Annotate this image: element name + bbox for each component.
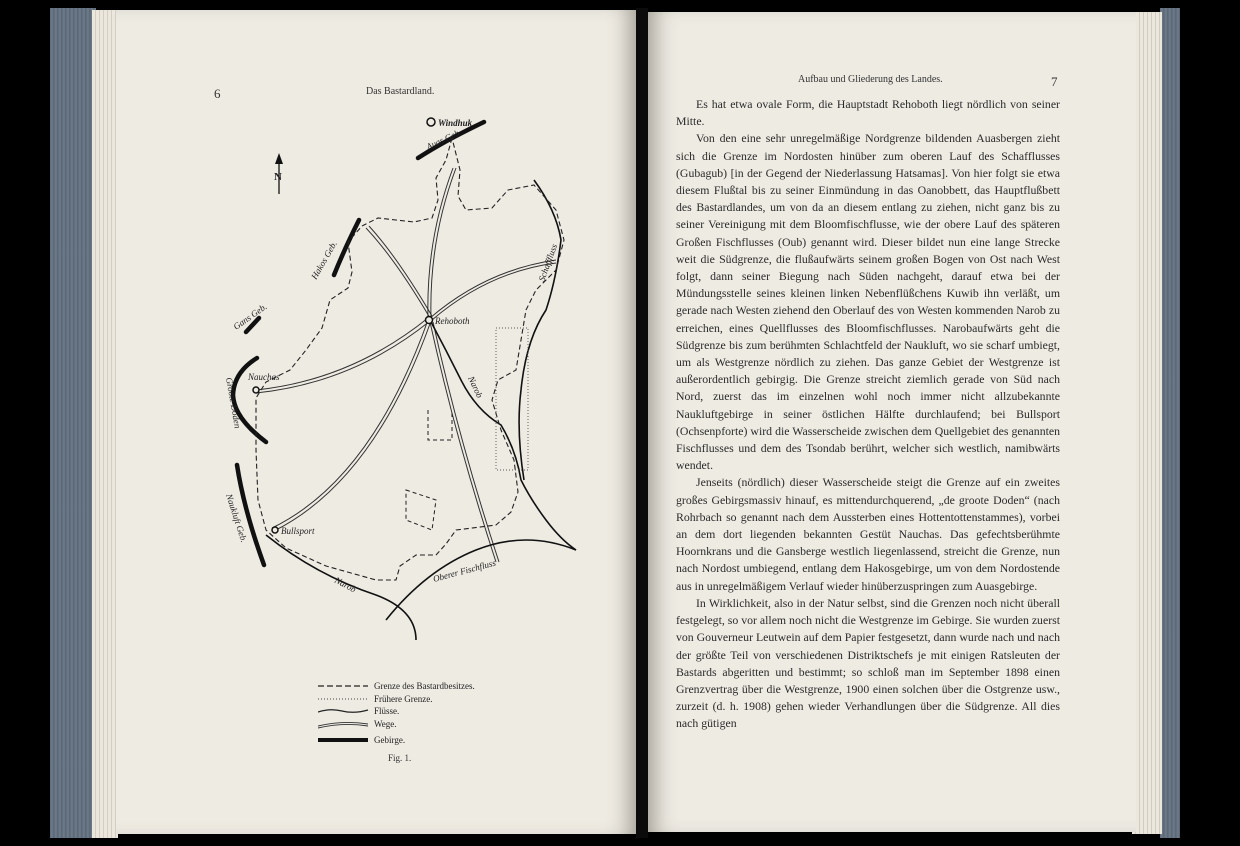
- road-rehoboth-east: [430, 260, 556, 318]
- legend-rivers: [318, 705, 538, 718]
- map-figure: [116, 10, 636, 690]
- right-page: [648, 12, 1136, 832]
- place-nauchas: Nauchas: [248, 372, 280, 382]
- label-schaffluss: Schafffluss: [536, 242, 560, 283]
- book-cover-right: [1160, 8, 1180, 838]
- body-text: [676, 96, 1060, 733]
- road-rehoboth-east-b: [432, 263, 556, 320]
- river-fisch: [386, 540, 576, 620]
- place-rehoboth: Rehoboth: [435, 316, 470, 326]
- place-bullsport: Bullsport: [281, 526, 315, 536]
- label-narob-lower: Narob: [333, 574, 358, 595]
- paragraph: Jenseits (nördlich) dieser Wasserscheide steigt die Grenze auf ein zweites großes Gebirgsmassiv hinauf, es mittendurchquerend, „de groote Doden“ (nach Rohrbach so genannt nach dem Aussterben eines Hottentottenstammes), vorbei an dem dort liegenden bekannten Gestüt Nauchas. Das gefechtsberühmte Hoornkrans und die Gansberge westlich liegenlassend, streicht die Grenze, nun nach Nordost umbiegend, entlang dem Hakosgebirge, um von dem Nordostende aus in unregelmäßigem Verlauf wieder hinüberzuspringen zum Auasgebirge.: [676, 475, 1060, 593]
- label-naukluft: Naukluft Geb.: [224, 492, 250, 544]
- road-rehoboth-bullsport-b: [274, 321, 431, 531]
- rehoboth-marker: [426, 317, 433, 324]
- windhuk-marker: [427, 118, 435, 126]
- paragraph: In Wirklichkeit, also in der Natur selbst, sind die Grenzen noch nicht überall festgelegt, so vor allem noch nicht die Westgrenze im Gebirge. Sie wurden zuerst von Gouverneur Leutwein auf dem Papier festgesetzt, dann wurde nach und nach der größte Teil von verschiedenen Distriktschefs je mit einigen Ratsleuten der Bastards abgeritten und bestimmt; so schloß man im September 1898 einen Grenzvertrag über die Westgrenze, 1900 einen solchen über die Ostgrenze usw., zurzeit (d. h. 1908) gehen wieder Verhandlungen über die Südgrenze. All dies nach gütigen: [676, 595, 1060, 731]
- legend-label: Grenze des Bastardbesitzes.: [374, 681, 475, 691]
- book-cover-left: [50, 8, 96, 838]
- legend-roads: [318, 718, 538, 731]
- legend-label: Frühere Grenze.: [374, 693, 433, 704]
- legend-label: Flüsse.: [374, 706, 400, 716]
- label-fischfluss: Oberer Fischfluss: [431, 557, 497, 584]
- label-groote-doden: Groote Doden: [224, 376, 243, 429]
- label-auas: Auas Geb.: [424, 126, 463, 152]
- border-enclosure-2: [406, 490, 436, 530]
- bullsport-marker: [272, 527, 278, 533]
- label-hakos: Hakos Geb.: [309, 239, 339, 281]
- road-rehoboth-bullsport: [272, 320, 428, 528]
- running-head-right: Aufbau und Gliederung des Landes.: [798, 74, 943, 85]
- page-edges-right: [1132, 12, 1162, 834]
- nauchas-marker: [253, 387, 259, 393]
- book-gutter: [636, 8, 648, 838]
- label-gans: Gans Geb.: [231, 301, 269, 332]
- road-windhuk-rehoboth-b: [431, 168, 456, 318]
- hakos-mountains: [334, 220, 359, 275]
- road-rehoboth-nauchas-b: [256, 321, 430, 393]
- left-page: [116, 10, 636, 834]
- legend-label: Gebirge.: [374, 735, 406, 745]
- legend-former-border: [318, 693, 538, 706]
- paragraph: Es hat etwa ovale Form, die Hauptstadt Rehoboth liegt nördlich von seiner Mitte.: [676, 97, 1060, 129]
- legend-label: Wege.: [374, 718, 397, 729]
- border-enclosure-1: [428, 410, 452, 440]
- river-schaf: [519, 180, 561, 480]
- road-windhuk-rehoboth: [428, 168, 453, 318]
- running-head-left: Das Bastardland.: [366, 86, 435, 97]
- road-rehoboth-northwest: [366, 228, 430, 318]
- page-number-right: 7: [1051, 74, 1058, 89]
- legend-border: [318, 680, 538, 693]
- north-label: N: [274, 171, 282, 183]
- paragraph: Von den eine sehr unregelmäßige Nordgrenze bildenden Auasbergen zieht sich die Grenze im Nordosten hinüber zum oberen Lauf des Schafflusses (Gubagub) [in der Gegend der Niederlassung Hatsamas]. Von hier folgt sie etwa diesem Flußtal bis zu seiner Einmündung in das Oanobbett, das Hauptflußbett des Bastardlandes, um von da an diesem entlang zu ziehen, nicht ganz bis zu seiner Vereinigung mit dem Bloomfischflusse, wie der obere Lauf des späteren Großen Fischflusses (Oub) genannt wird. Dieser bildet nun eine lange Strecke weit die Südgrenze, die flußaufwärts seinem großen Bogen von Ost nach West folgt, dann seiner Biegung nach Süden nachgeht, darauf etwa bei der Mündungsstelle seines kleinen linken Nebenflüßchens Kuwib ihn verläßt, um gerade nach Westen ziehend den Oberlauf des von Westen kommenden Narob zu erreichen, eines Quellflusses des Bloomfischflusses. Narobaufwärts geht die Südgrenze bis zum berühmten Schlachtfeld der Naukluft, wo sie scharf umbiegt, um als Westgrenze nördlich zu ziehen. Das ganze Gebiet der Westgrenze ist außerordentlich gebirgig. Die Grenze streicht ziemlich gerade von Süd nach Nord, zuerst das im einzelnen wohl noch immer nicht allzubekannte Naukluftgebirge in seiner östlichen Hälfte durchlaufend; bei Bullsport (Ochsenpforte) wird die Wasserscheide zwischen dem Quellgebiet des genannten Fischflusses und dem des Tsondab berührt, welcher sich westlich, namibwärts wendet.: [676, 131, 1060, 473]
- page-number-left: 6: [214, 86, 221, 101]
- place-windhuk: Windhuk: [438, 118, 473, 128]
- page-edges-left: [92, 10, 118, 838]
- legend-mountains: [318, 734, 538, 747]
- road-rehoboth-nauchas: [256, 318, 428, 390]
- north-arrow: [274, 153, 283, 194]
- map-legend: [318, 680, 538, 747]
- label-narob: Narob: [466, 374, 485, 400]
- figure-caption: Fig. 1.: [388, 753, 412, 763]
- rivers: [266, 180, 576, 640]
